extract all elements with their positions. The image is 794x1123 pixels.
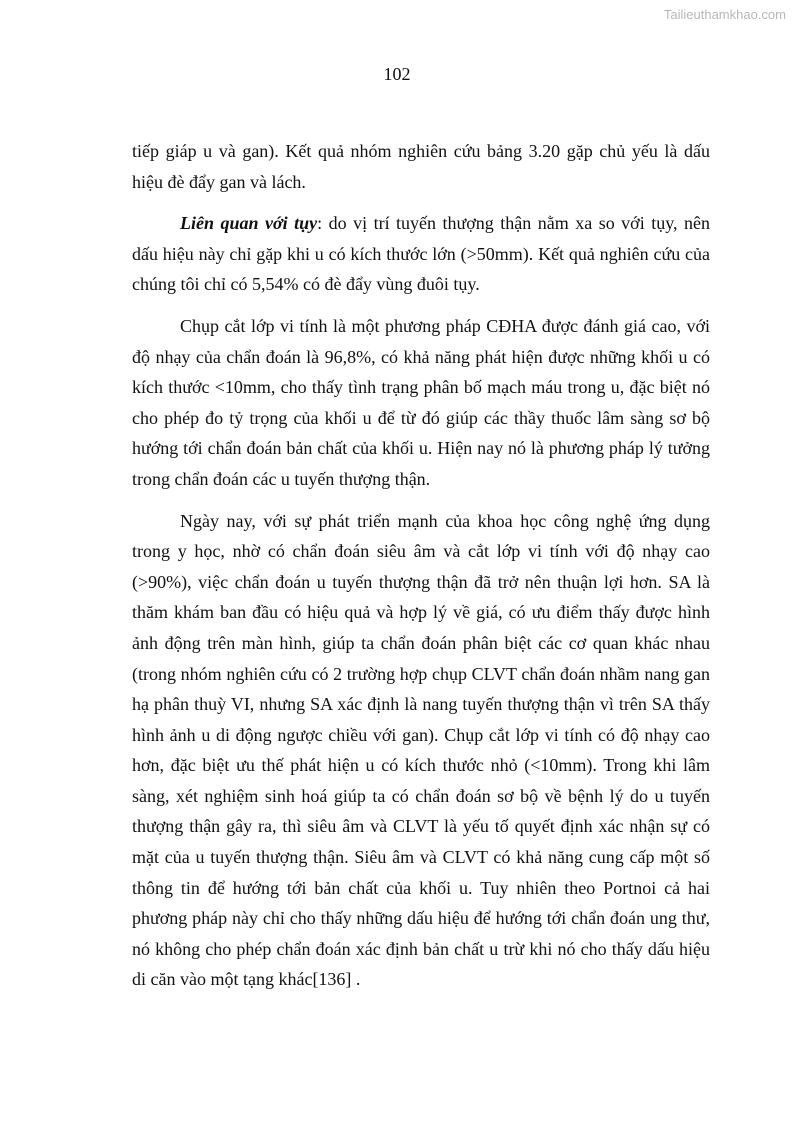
document-body <box>132 136 710 1006</box>
paragraph-pancreas-relation <box>132 208 710 300</box>
paragraph-continuation: tiếp giáp u và gan). Kết quả nhóm nghiên cứu bảng 3.20 gặp chủ yếu là dấu hiệu đè đẩy gan và lách. <box>132 141 710 192</box>
page-number: 102 <box>383 64 411 84</box>
paragraph-ct-method: Chụp cắt lớp vi tính là một phương pháp CĐHA được đánh giá cao, với độ nhạy của chẩn đoán là 96,8%, có khả năng phát hiện được những khối u có kích thước <10mm, cho thấy tình trạng phân bố mạch máu trong u, đặc biệt nó cho phép đo tỷ trọng của khối u để từ đó giúp các thầy thuốc lâm sàng sơ bộ hướng tới chẩn đoán bản chất của khối u. Hiện nay nó là phương pháp lý tưởng trong chẩn đoán các u tuyến thượng thận. <box>132 315 710 489</box>
watermark-text: Tailieuthamkhao.com <box>663 7 786 22</box>
paragraph-body: : do vị trí tuyến thượng thận nằm xa so với tụy, nên dấu hiệu này chỉ gặp khi u có kích thước lớn (>50mm). Kết quả nghiên cứu của chúng tôi chỉ có 5,54% có đè đẩy vùng đuôi tụy. <box>132 213 710 295</box>
paragraph-modern-diagnosis: Ngày nay, với sự phát triển mạnh của khoa học công nghệ ứng dụng trong y học, nhờ có chẩn đoán siêu âm và cắt lớp vi tính với độ nhạy cao (>90%), việc chẩn đoán u tuyến thượng thận đã trở nên thuận lợi hơn. SA là thăm khám ban đầu có hiệu quả và hợp lý về giá, có ưu điểm thấy được hình ảnh động trên màn hình, giúp ta chẩn đoán phân biệt các cơ quan khác nhau (trong nhóm nghiên cứu có 2 trường hợp chụp CLVT chẩn đoán nhầm nang gan hạ phân thuỳ VI, nhưng SA xác định là nang tuyến thượng thận vì trên SA thấy hình ảnh u di động ngược chiều với gan). Chụp cắt lớp vi tính có độ nhạy cao hơn, đặc biệt ưu thế phát hiện u có kích thước nhỏ (<10mm). Trong khi lâm sàng, xét nghiệm sinh hoá giúp ta có chẩn đoán sơ bộ về bệnh lý do u tuyến thượng thận gây ra, thì siêu âm và CLVT là yếu tố quyết định xác nhận sự có mặt của u tuyến thượng thận. Siêu âm và CLVT có khả năng cung cấp một số thông tin để hướng tới bản chất của khối u. Tuy nhiên theo Portnoi cả hai phương pháp này chỉ cho thấy những dấu hiệu để hướng tới chẩn đoán ung thư, nó không cho phép chẩn đoán xác định bản chất u trừ khi nó cho thấy dấu hiệu di căn vào một tạng khác[136] . <box>132 510 710 990</box>
paragraph-lead-heading: Liên quan với tụy <box>180 213 318 234</box>
